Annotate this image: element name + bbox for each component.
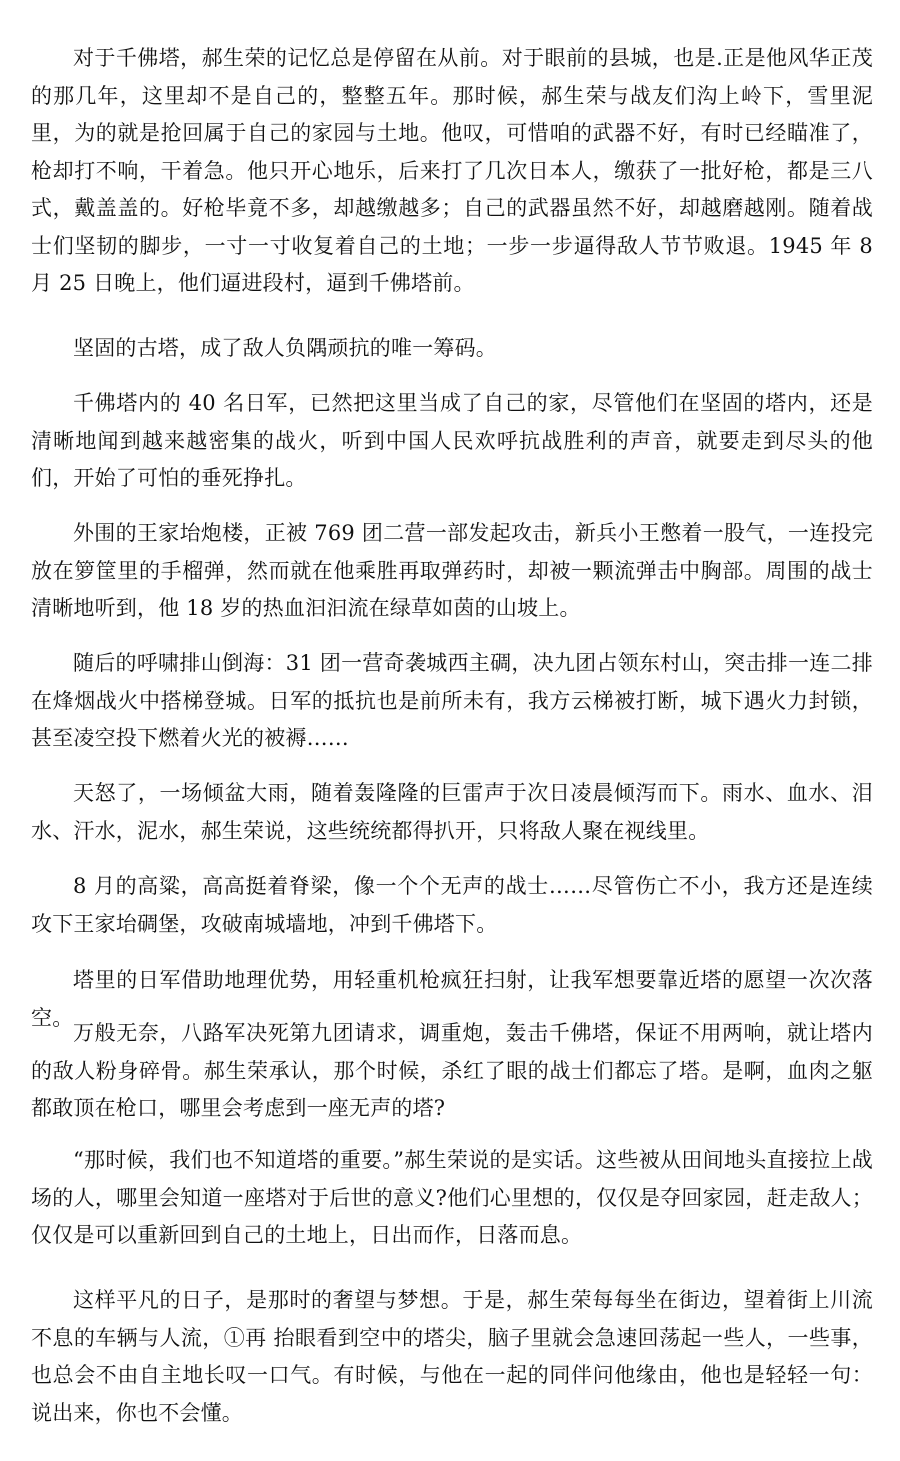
paragraph: 千佛塔内的 40 名日军，已然把这里当成了自己的家，尽管他们在坚固的塔内，还是清晰地闻到越来越密集的战火，听到中国人民欢呼抗战胜利的声音，就要走到尽头的他们，开始了可怕的垂死挣扎。 xyxy=(31,391,873,490)
paragraph: 坚固的古塔，成了敌人负隅顽抗的唯一筹码。 xyxy=(73,336,497,360)
paragraph: 随后的呼啸排山倒海：31 团一营奇袭城西主碉，决九团占领东村山，突击排一连二排在烽烟战火中搭梯登城。日军的抵抗也是前所未有，我方云梯被打断，城下遇火力封锁，甚至凌空投下燃着火光的被褥…… xyxy=(31,651,873,750)
paragraph: 天怒了，一场倾盆大雨，随着轰隆隆的巨雷声于次日凌晨倾泻而下。雨水、血水、泪水、汗水，泥水，郝生荣说，这些统统都得扒开，只将敌人聚在视线里。 xyxy=(31,781,873,843)
paragraph: “那时候，我们也不知道塔的重要。”郝生荣说的是实话。这些被从田间地头直接拉上战场的人，哪里会知道一座塔对于后世的意义?他们心里想的，仅仅是夺回家园，赶走敌人；仅仅是可以重新回到自己的土地上，日出而作，日落而息。 xyxy=(31,1148,873,1247)
paragraph: 外围的王家坮炮楼，正被 769 团二营一部发起攻击，新兵小王憋着一股气，一连投完放在箩筐里的手榴弹，然而就在他乘胜再取弹药时，却被一颗流弹击中胸部。周围的战士清晰地听到，他 18 岁的热血汩汩流在绿草如茵的山坡上。 xyxy=(31,521,873,620)
paragraph: 对于千佛塔，郝生荣的记忆总是停留在从前。对于眼前的县城，也是.正是他风华正茂的那几年，这里却不是自己的，整整五年。那时候，郝生荣与战友们沟上岭下，雪里泥里，为的就是抢回属于自己的家园与土地。他叹，可惜咱的武器不好，有时已经瞄准了，枪却打不响，干着急。他只开心地乐，后来打了几次日本人，缴获了一批好枪，都是三八式，戴盖盖的。好枪毕竟不多，却越缴越多；自己的武器虽然不好，却越磨越刚。随着战士们坚韧的脚步，一寸一寸收复着自己的土地；一步一步逼得敌人节节败退。1945 年 8 月 25 日晚上，他们逼进段村，逼到千佛塔前。 xyxy=(31,46,873,295)
paragraph: 8 月的高粱，高高挺着脊梁，像一个个无声的战士……尽管伤亡不小，我方还是连续攻下王家坮碉堡，攻破南城墙地，冲到千佛塔下。 xyxy=(31,874,873,936)
paragraph: 这样平凡的日子，是那时的奢望与梦想。于是，郝生荣每每坐在街边，望着街上川流不息的车辆与人流，①再 抬眼看到空中的塔尖，脑子里就会急速回荡起一些人，一些事，也总会不由自主地长叹一口气。有时候，与他在一起的同伴问他缘由，他也是轻轻一句：说出来，你也不会懂。 xyxy=(31,1288,873,1425)
paragraph: 万般无奈，八路军决死第九团请求，调重炮，轰击千佛塔，保证不用两响，就让塔内的敌人粉身碎骨。郝生荣承认，那个时候，杀红了眼的战士们都忘了塔。是啊，血肉之躯都敢顶在枪口，哪里会考虑到一座无声的塔? xyxy=(31,1021,873,1120)
paragraph: 塔里的日军借助地理优势，用轻重机枪疯狂扫射，让我军想要靠近塔的愿望一次次落空。 xyxy=(31,968,873,1030)
